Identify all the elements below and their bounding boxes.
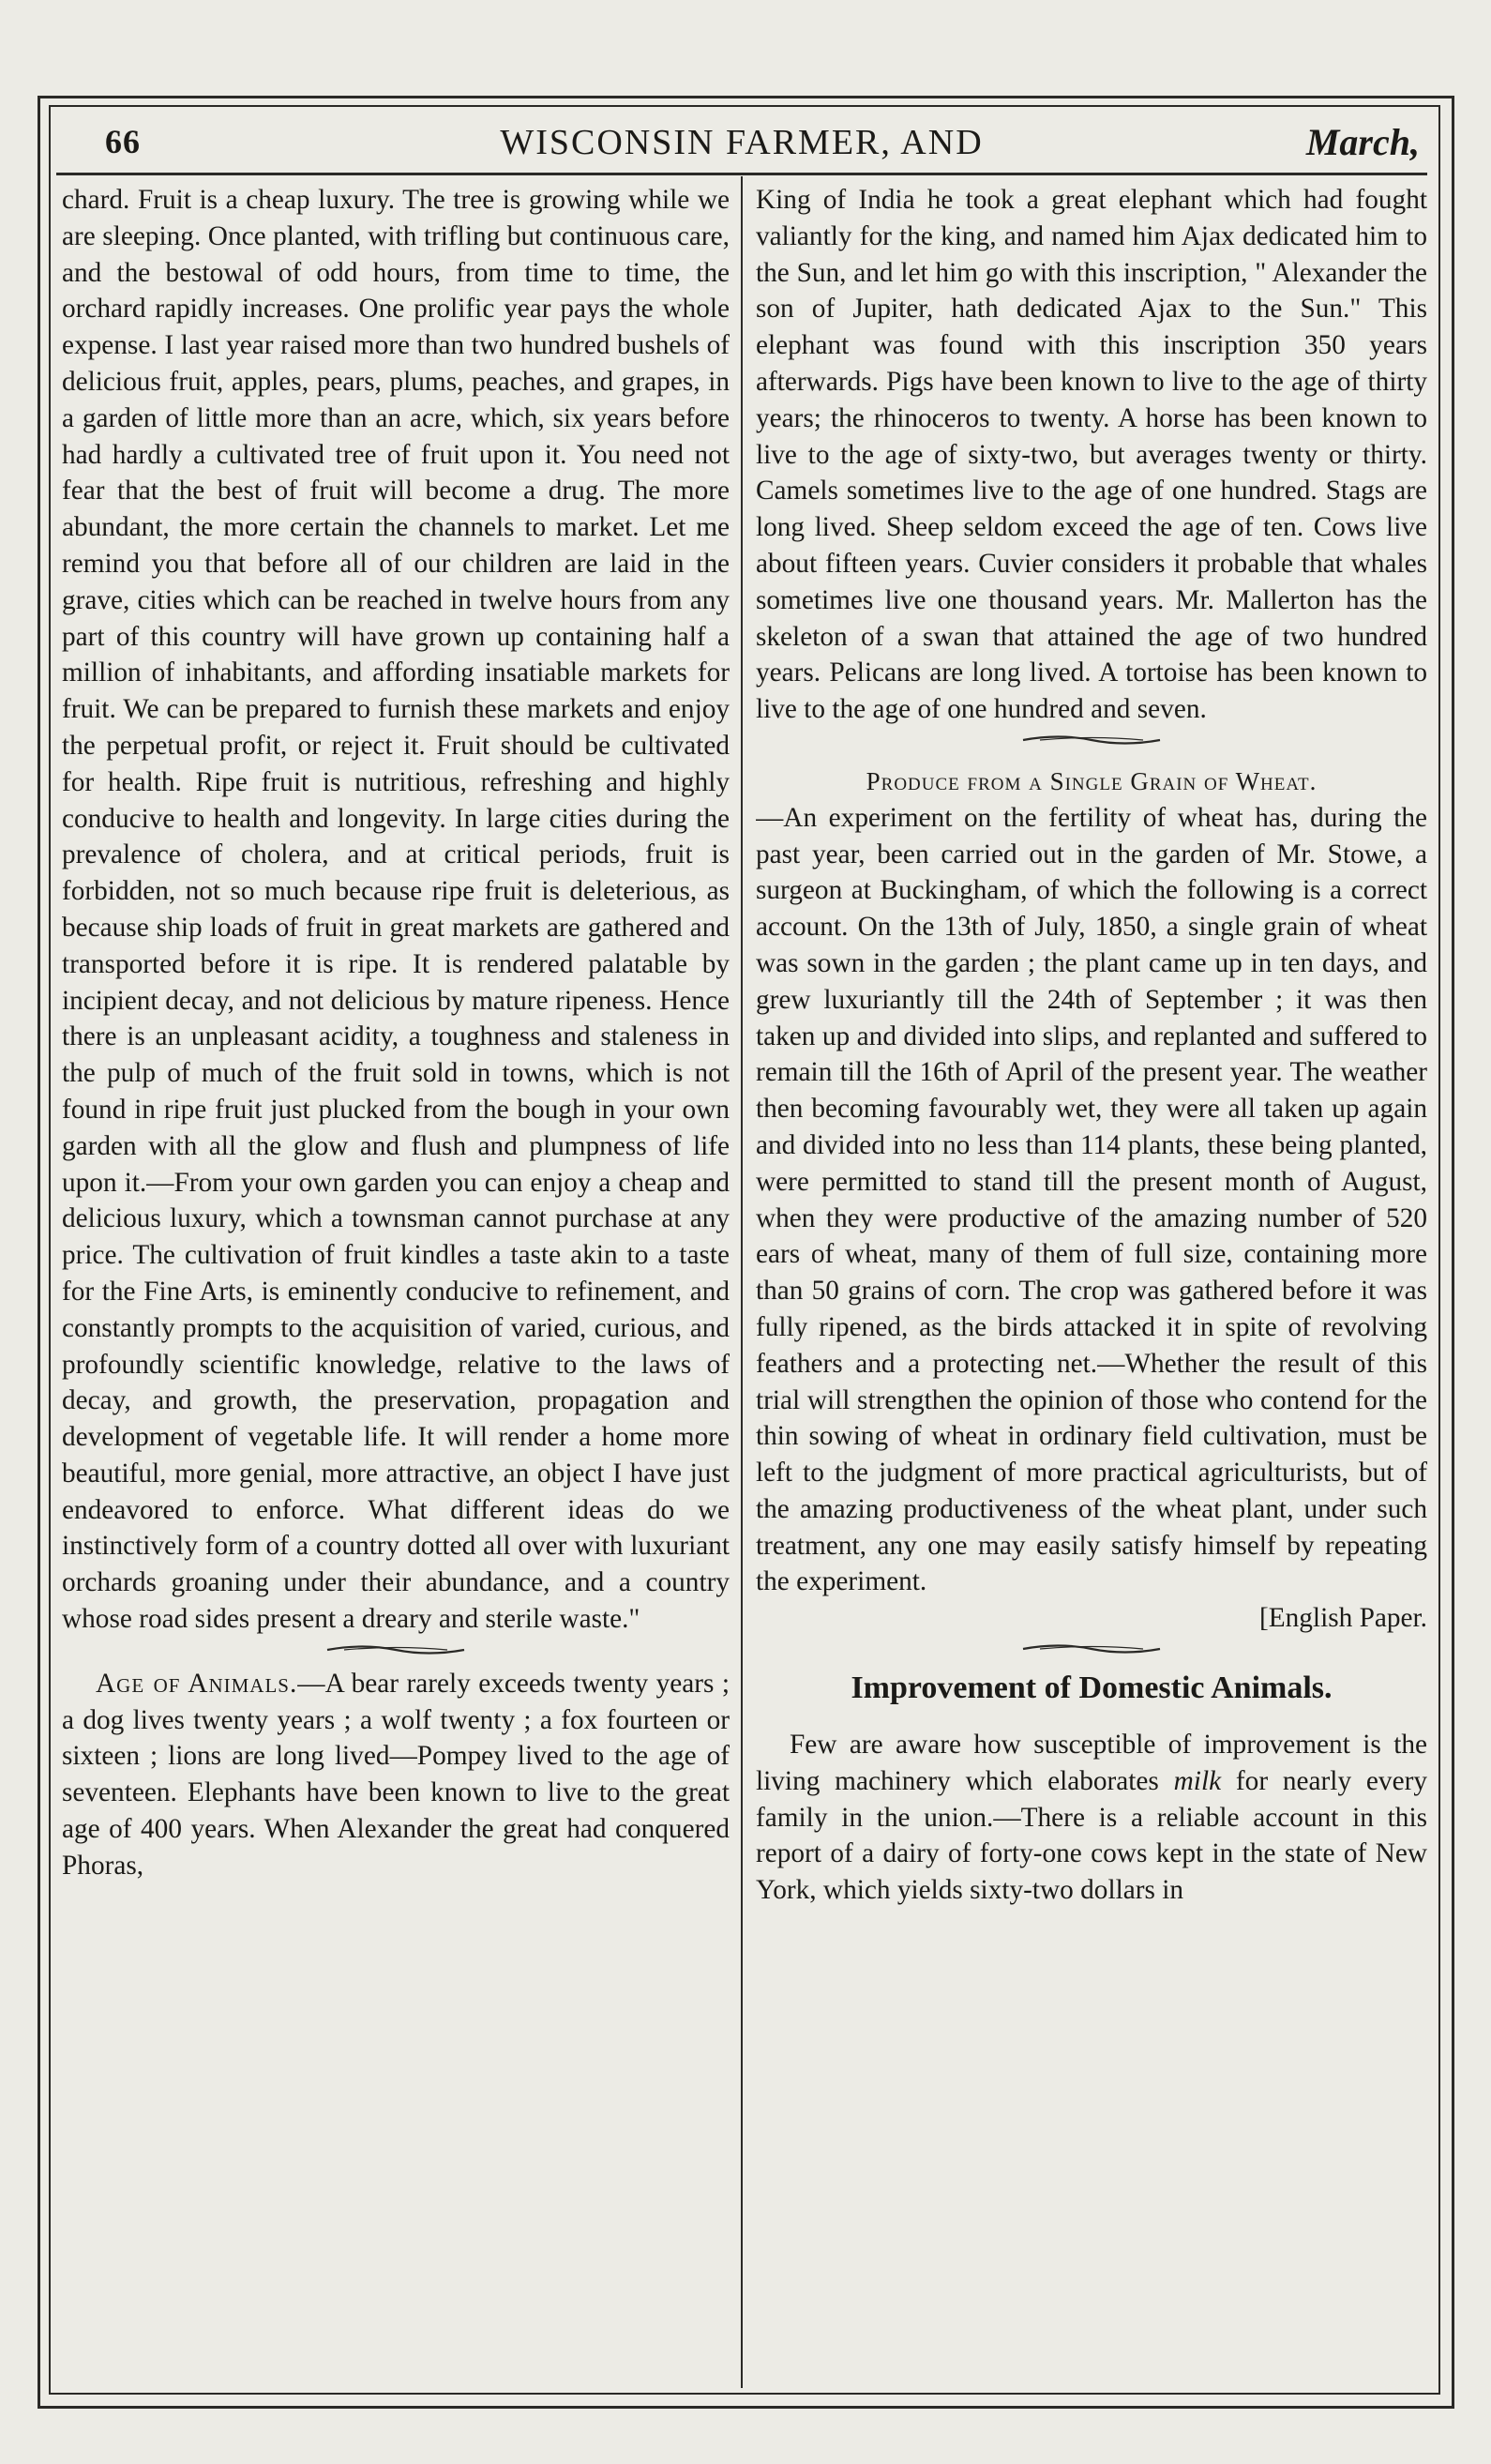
right-column [756,182,1427,2381]
wheat-heading: Produce from a Single Grain of Wheat. [866,766,1318,795]
page-header [56,114,1427,173]
orchard-paragraph: chard. Fruit is a cheap luxury. The tree is growing while we are sleeping. Once planted, with trifling but continuous care, and the bestowal of odd hours, from time to time, the orchard rapidly increases. One prolific year pays the whole expense. I last year raised more than two hundred bushels of delicious fruit, apples, pears, plums, peaches, and grapes, in a garden of little more than an acre, which, six years before had hardly a cultivated tree of fruit upon it. You need not fear that the best of fruit will become a drug. The more abundant, the more certain the channels to market. Let me remind you that before all of our children are laid in the grave, cities which can be reached in twelve hours from any part of this country will have grown up containing half a million of inhabitants, and affording insatiable markets for fruit. We can be prepared to furnish these markets and enjoy the perpetual profit, or reject it. Fruit should be cultivated for health. Ripe fruit is nutritious, refreshing and highly conducive to health and longevity. In large cities during the prevalence of cholera, and at critical periods, fruit is forbidden, not so much because ripe fruit is deleterious, as because ship loads of fruit in great markets are gathered and transported before it is ripe. It is rendered palatable by incipient decay, and not delicious by mature ripeness. Hence there is an unpleasant acidity, a toughness and staleness in the pulp of much of the fruit sold in towns, which is not found in ripe fruit just plucked from the bough in your own garden with all the glow and flush and plumpness of life upon it.—From your own garden you can enjoy a cheap and delicious luxury, which a townsman cannot purchase at any price. The cultivation of fruit kindles a taste akin to a taste for the Fine Arts, is eminently conducive to refinement, and constantly prompts to the acquisition of varied, curious, and profoundly scientific knowledge, relative to the laws of decay, and growth, the preservation, propagation and development of vegetable life. It will render a home more beautiful, more genial, more attractive, an object I have just endeavored to enforce. What different ideas do we instinctively form of a country dotted all over with luxuriant orchards groaning under their abundance, and a country whose road sides present a dreary and sterile waste." [62,185,730,1635]
age-of-animals-paragraph [62,1666,730,1884]
flourish-ornament-icon [325,1643,466,1656]
improvement-paragraph [756,1727,1427,1909]
section-flourish-3 [756,1637,1427,1665]
page-number: 66 [105,123,141,160]
column-divider [741,176,743,2388]
improvement-text-before: Few are aware how susceptible of improvement is the living machinery which elaborates [756,1730,1427,1796]
age-of-animals-heading: Age of Animals. [96,1668,298,1699]
flourish-ornament-icon [1021,1642,1162,1655]
age-of-animals-continued: King of India he took a great elephant which had fought valiantly for the king, and named him Ajax dedicated him to the Sun, and let him go with this inscription, " Alexander the son of Jupiter, hath dedicated Ajax to the Sun." This elephant was found with this inscription 350 years afterwards. Pigs have been known to live to the age of thirty years; the rhinoceros to twenty. A horse has been known to live to the age of sixty-two, but averages twenty or thirty. Camels sometimes live to the age of one hundred. Stags are long lived. Sheep seldom exceed the age of ten. Cows live about fifteen years. Cuvier considers it probable that whales sometimes live one thousand years. Mr. Mallerton has the skeleton of a swan that attained the age of two hundred years. Pelicans are long lived. A tortoise has been known to live to the age of one hundred and seven. [756,185,1427,725]
masthead-title: WISCONSIN FARMER, AND [500,123,984,162]
wheat-paragraph: —An experiment on the fertility of wheat has, during the past year, been carried out in the garden of Mr. Stowe, a surgeon at Buckingham, of which the following is a correct account. On the 13th of July, 1850, a single grain of wheat was sown in the garden ; the plant came up in ten days, and grew luxuriantly till the 24th of September ; it was then taken up and divided into slips, and replanted and suffered to remain till the 16th of April of the present year. The weather then becoming favourably wet, they were all taken up again and divided into no less than 114 plants, these being planted, were permitted to stand till the present month of August, when they were productive of the amazing number of 520 ears of wheat, many of them of full size, containing more than 50 grains of corn. The crop was gathered before it was fully ripened, as the birds attacked it in spite of revolving feathers and a protecting net.—Whether the result of this trial will strengthen the opinion of those who contend for the thin sowing of wheat in ordinary field cultivation, must be left to the judgment of more practical agriculturists, but of the amazing productiveness of the wheat plant, under such treatment, any one may easily satisfy himself by repeating the experiment. [756,802,1427,1597]
left-column [62,182,730,2381]
section-flourish-2 [756,728,1427,756]
issue-month: March, [1305,121,1420,163]
improvement-title: Improvement of Domestic Animals. [851,1670,1333,1706]
section-flourish [62,1638,730,1666]
wheat-source: [English Paper. [1258,1603,1427,1634]
improvement-emphasis: milk [1173,1765,1222,1796]
age-of-animals-text: —A bear rarely exceeds twenty years ; a dog lives twenty years ; a wolf twenty ; a fox fourteen or sixteen ; lions are long lived—Pompey lived to the age of seventeen. Elephants have been known to live to the great age of 400 years. When Alexander the great had conquered Phoras, [62,1668,730,1881]
improvement-text-after: for nearly every family in the union.—There is a reliable account in this report of a dairy of forty-one cows kept in the state of New York, which yields sixty-two dollars in [756,1765,1427,1906]
header-rule [56,173,1427,175]
flourish-ornament-icon [1021,733,1162,747]
